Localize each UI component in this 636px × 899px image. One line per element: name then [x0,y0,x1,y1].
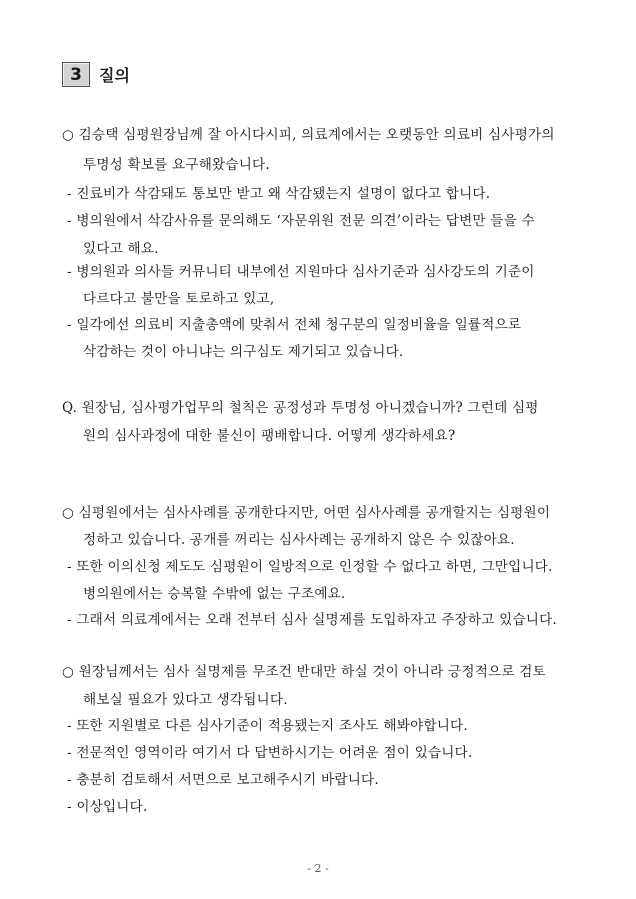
continuation-line: 원의 심사과정에 대한 불신이 팽배합니다. 어떻게 생각하세요? [83,428,456,444]
section-number-box: 3 [62,62,90,87]
section-title: 질의 [99,66,130,85]
dash-bullet-line: - 이상입니다. [67,799,148,815]
dash-bullet-line: - 전문적인 영역이라 여기서 다 답변하시기는 어려운 점이 있습니다. [67,745,473,761]
dash-bullet-line: - 또한 지원별로 다른 심사기준이 적용됐는지 조사도 해봐야합니다. [67,718,468,734]
dash-bullet-line: - 그래서 의료계에서는 오래 전부터 심사 실명제를 도입하자고 주장하고 있습니다. [67,612,557,628]
continuation-line: 다르다고 불만을 토로하고 있고, [83,291,275,307]
dash-bullet-line: - 일각에선 의료비 지출총액에 맞춰서 전체 청구분의 일정비율을 일률적으로 [67,317,522,333]
circle-bullet-line: ○ 심평원에서는 심사사례를 공개한다지만, 어떤 심사사례를 공개할지는 심평원이 [62,505,551,521]
dash-bullet-line: - 충분히 검토해서 서면으로 보고해주시기 바랍니다. [67,772,379,788]
question-line: Q. 원장님, 심사평가업무의 철칙은 공정성과 투명성 아니겠습니까? 그런데 심평 [62,400,539,416]
continuation-line: 정하고 있습니다. 공개를 꺼리는 심사사례는 공개하지 않은 수 있잖아요. [83,532,515,548]
circle-bullet-line: ○ 김승택 심평원장님께 잘 아시다시피, 의료계에서는 오랫동안 의료비 심사평가의 [62,127,555,143]
continuation-line: 해보실 필요가 있다고 생각됩니다. [83,692,288,708]
section-header [62,62,130,87]
continuation-line: 있다고 해요. [83,241,159,257]
circle-bullet-line: ○ 원장님께서는 심사 실명제를 무조건 반대만 하실 것이 아니라 긍정적으로 검토 [62,664,546,680]
dash-bullet-line: - 병의원과 의사들 커뮤니티 내부에선 지원마다 심사기준과 심사강도의 기준이 [67,264,535,280]
continuation-line: 투명성 확보를 요구해왔습니다. [83,157,270,173]
dash-bullet-line: - 진료비가 삭감돼도 통보만 받고 왜 삭감됐는지 설명이 없다고 합니다. [67,186,491,202]
dash-bullet-line: - 병의원에서 삭감사유를 문의해도 ‘자문위원 전문 의견’이라는 답변만 들을 수 [67,213,535,229]
continuation-line: 삭감하는 것이 아니냐는 의구심도 제기되고 있습니다. [83,344,404,360]
dash-bullet-line: - 또한 이의신청 제도도 심평원이 일방적으로 인정할 수 없다고 하면, 그만입니다. [67,559,553,575]
page-number: - 2 - [307,862,329,875]
continuation-line: 병의원에서는 승복할 수밖에 없는 구조예요. [83,586,346,602]
